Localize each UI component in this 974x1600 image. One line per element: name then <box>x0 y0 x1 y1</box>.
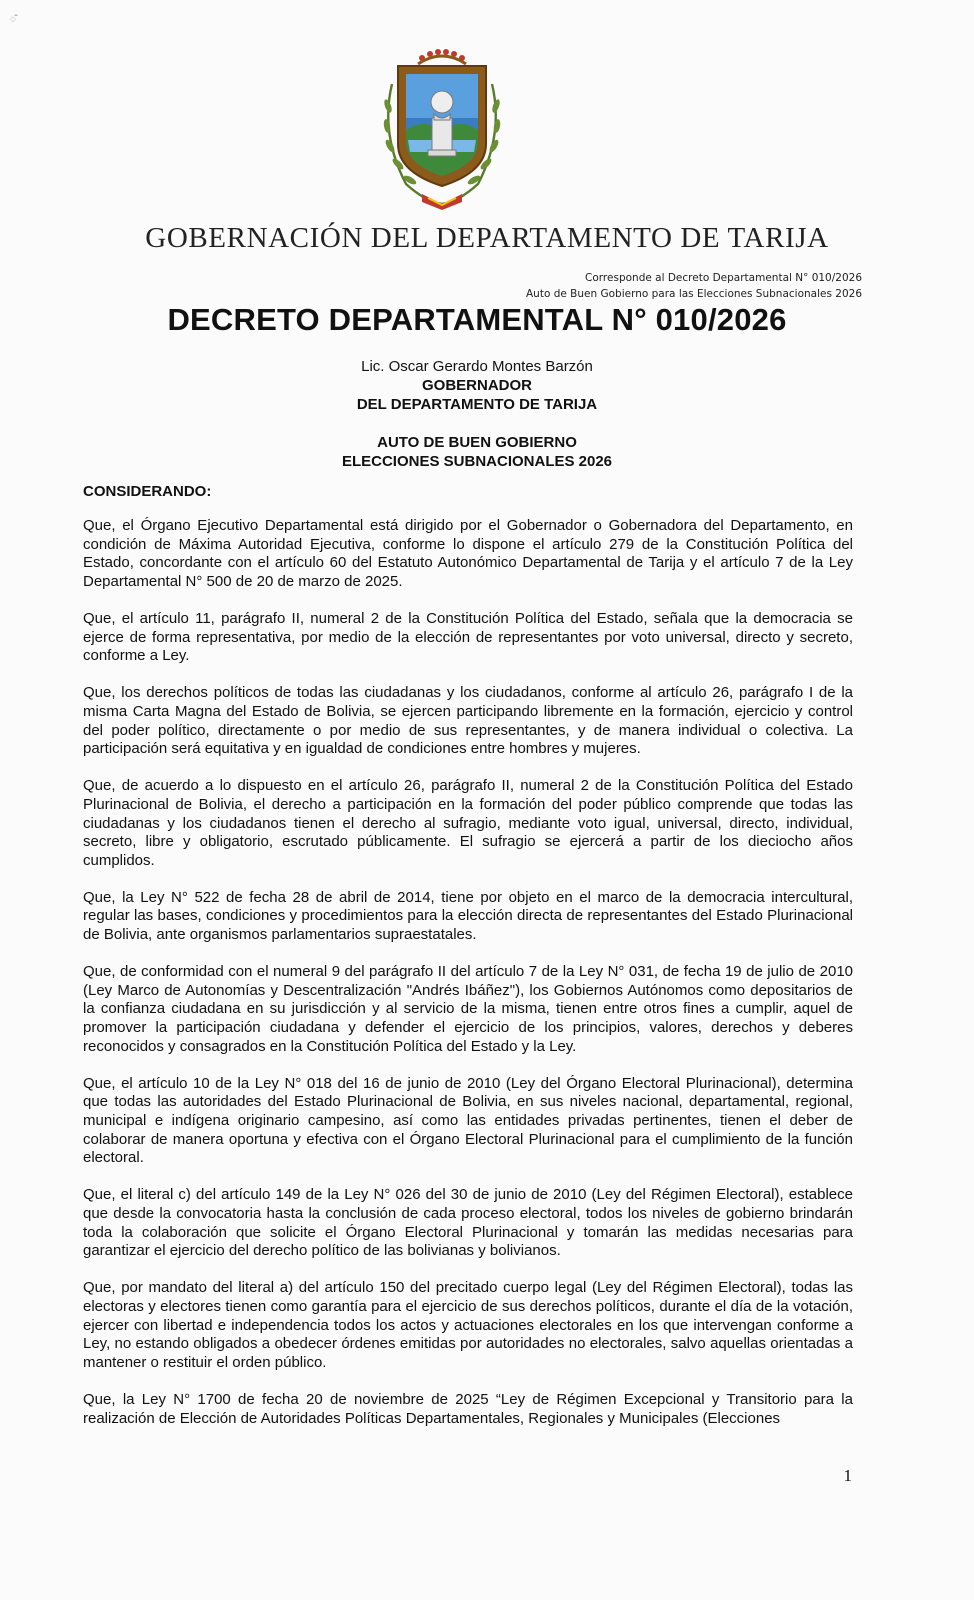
reference-note <box>526 270 862 302</box>
paragraph: Que, la Ley N° 1700 de fecha 20 de noviembre de 2025 “Ley de Régimen Excepcional y Transitorio para la realización de Elección de Autoridades Políticas Departamentales, Regionales y Municipales (Elecciones <box>83 1390 853 1427</box>
authority-department: DEL DEPARTAMENTO DE TARIJA <box>356 396 598 413</box>
auto-heading <box>0 433 954 471</box>
paragraph: Que, el literal c) del artículo 149 de la Ley N° 026 del 30 de junio de 2010 (Ley del Régimen Electoral), establece que desde la convocatoria hasta la conclusión de cada proceso electoral, todos los niveles de gobierno brindarán toda la colaboración que solicite el Órgano Electoral Plurinacional y tomarán las medidas necesarias para garantizar el ejercicio del derecho político de las bolivianas y bolivianos. <box>83 1186 853 1260</box>
reference-line-1: Corresponde al Decreto Departamental N° 010/2026 <box>585 272 862 284</box>
corner-mark: ◌̂ <box>10 14 16 25</box>
paragraph: Que, el artículo 10 de la Ley N° 018 del 16 de junio de 2010 (Ley del Órgano Electoral Plurinacional), determina que todas las autoridades del Estado Plurinacional de Bolivia, en sus niveles nacional, departamental, regional, municipal e indígena originario campesino, así como las entidades privadas pertinentes, tienen el deber de colaborar de manera oportuna y efectiva con el Órgano Electoral Plurinacional para el cumplimiento de la función electoral. <box>83 1074 853 1167</box>
auto-heading-line-1: AUTO DE BUEN GOBIERNO <box>377 434 577 451</box>
authority-role: GOBERNADOR <box>421 377 532 394</box>
decree-title: DECRETO DEPARTAMENTAL N° 010/2026 <box>167 302 787 337</box>
page-number: 1 <box>843 1466 852 1485</box>
authority-block <box>0 357 954 414</box>
paragraph: Que, la Ley N° 522 de fecha 28 de abril de 2014, tiene por objeto en el marco de la democracia intercultural, regular las bases, condiciones y procedimientos para la elección directa de representantes del Estado Plurinacional de Bolivia, ante organismos parlamentarios supraestatales. <box>83 888 853 944</box>
authority-name: Lic. Oscar Gerardo Montes Barzón <box>361 358 593 375</box>
paragraph: Que, el Órgano Ejecutivo Departamental está dirigido por el Gobernador o Gobernadora del Departamento, en condición de Máxima Autoridad Ejecutiva, conforme lo dispone el artículo 279 de la Constitución Política del Estado, concordante con el artículo 60 del Estatuto Autonómico Departamental de Tarija y el artículo 7 de la Ley Departamental N° 500 de 20 de marzo de 2025. <box>83 517 853 590</box>
government-title: GOBERNACIÓN DEL DEPARTAMENTO DE TARIJA <box>145 222 829 254</box>
auto-heading-line-2: ELECCIONES SUBNACIONALES 2026 <box>341 453 613 470</box>
paragraph: Que, de acuerdo a lo dispuesto en el artículo 26, parágrafo II, numeral 2 de la Constitución Política del Estado Plurinacional de Bolivia, el derecho a participación en la formación del poder público comprende que todas las ciudadanas y los ciudadanos tienen el derecho al sufragio, mediante voto igual, universal, directo, individual, secreto, libre y obligatorio, escrutado públicamente. El sufragio se ejercerá a partir de los dieciocho años cumplidos. <box>83 777 853 869</box>
tarija-coat-of-arms-seal <box>378 44 506 212</box>
considerando-heading: CONSIDERANDO: <box>83 483 212 500</box>
paragraph: Que, el artículo 11, parágrafo II, numeral 2 de la Constitución Política del Estado, señala que la democracia se ejerce de forma representativa, por medio de la elección de representantes por voto universal, directo y secreto, conforme a Ley. <box>83 609 853 665</box>
reference-line-2: Auto de Buen Gobierno para las Elecciones Subnacionales 2026 <box>526 288 862 300</box>
paragraph: Que, por mandato del literal a) del artículo 150 del precitado cuerpo legal (Ley del Régimen Electoral), todas las electoras y electores tienen como garantía para el ejercicio de sus derechos políticos, durante el día de la votación, ejercer con libertad e independencia todos los actos y actuaciones electorales en los que intervengan conforme a Ley, no estando obligados a obedecer órdenes emitidas por autoridades no electorales, salvo aquellas orientadas a mantener o restituir el orden público. <box>83 1279 853 1371</box>
considerando-body <box>83 517 853 1447</box>
paragraph: Que, de conformidad con el numeral 9 del parágrafo II del artículo 7 de la Ley N° 031, de fecha 19 de julio de 2010 (Ley Marco de Autonomías y Descentralización "Andrés Ibáñez"), los Gobiernos Autónomos como depositarios de la confianza ciudadana en su jurisdicción y al servicio de la misma, tienen entre otros fines a cumplir, aquel de promover la participación ciudadana y defender el ejercicio de los principios, valores, derechos y deberes reconocidos y consagrados en la Constitución Política del Estado y la Ley. <box>83 963 853 1055</box>
paragraph: Que, los derechos políticos de todas las ciudadanas y los ciudadanos, conforme al artículo 26, parágrafo I de la misma Carta Magna del Estado de Bolivia, se ejercen participando libremente en la formación, ejercicio y control del poder político, directamente o por medio de sus representantes, y de manera individual o colectiva. La participación será equitativa y en igualdad de condiciones entre hombres y mujeres. <box>83 684 853 758</box>
